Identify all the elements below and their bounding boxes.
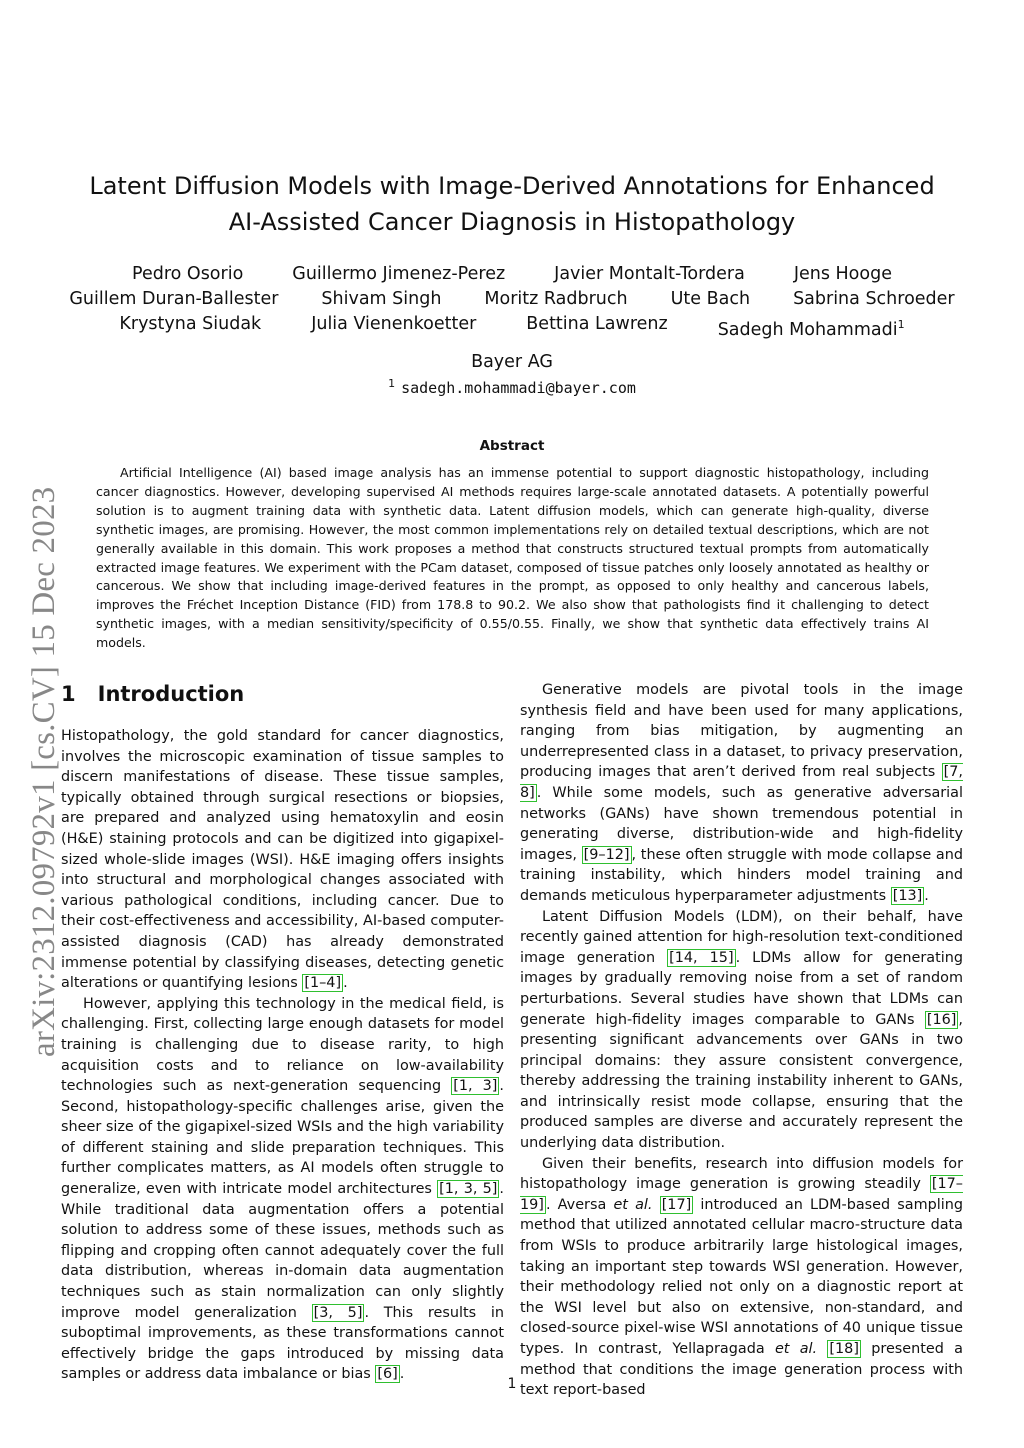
section-heading — [61, 680, 504, 708]
author-name: Shivam Singh — [321, 289, 442, 309]
paragraph-text: However, applying this technology in the medical field, is challenging. First, collecting large enough datasets for model training is challenging due to disease rarity, to high acquisition costs and to reliance on low-availability technologies such as next-generation sequencing — [61, 995, 504, 1095]
author-name: Jens Hooge — [793, 264, 892, 284]
citation-link[interactable]: [17–19] — [520, 1176, 963, 1213]
author-name: Julia Vienenkoetter — [311, 314, 477, 334]
citation-link[interactable]: [13] — [892, 887, 923, 904]
citation-link[interactable]: [1–4] — [304, 975, 342, 992]
paragraph — [520, 680, 963, 907]
author-name: Javier Montalt-Tordera — [554, 264, 745, 284]
paragraph-text: Given their benefits, research into diffusion models for histopathology image generation is growing steadily — [520, 1155, 963, 1193]
footnote-marker: 1 — [388, 377, 396, 390]
paragraph-text: . LDMs allow for generating images by gradually removing noise from a set of random perturbations. Several studies have shown that LDMs can generate high-fidelity images comparable to GANs — [520, 949, 963, 1028]
author-name: Guillermo Jimenez-Perez — [292, 264, 506, 284]
author-name: Moritz Radbruch — [484, 289, 628, 309]
paragraph-text: . — [343, 975, 348, 992]
paragraph — [61, 726, 504, 994]
arxiv-identifier-stamp — [22, 447, 66, 1057]
paragraph — [61, 994, 504, 1385]
section-title: Introduction — [97, 682, 245, 706]
title-line-1: Latent Diffusion Models with Image-Derived Annotations for Enhanced — [89, 172, 935, 200]
author-row-1 — [60, 262, 964, 287]
citation-link[interactable]: [17] — [661, 1196, 692, 1213]
page-number: 1 — [507, 1376, 517, 1392]
paragraph-text: , these often struggle with mode collapse and training instability, which hinders model training and demands meticulous hyperparameter adjustments — [520, 846, 963, 904]
emphasis-text: et al. — [613, 1196, 653, 1213]
paragraph — [520, 907, 963, 1154]
right-column — [520, 680, 963, 1401]
paragraph-text: . While traditional data augmentation offers a potential solution to address some of these issues, methods such as flipping and cropping often cannot adequately cover the full data distribution, whereas in-domain data augmentation techniques such as stain normalization can only slightly improve model generalization — [61, 1181, 504, 1321]
affiliation-org: Bayer AG — [471, 352, 553, 372]
abstract-heading: Abstract — [479, 438, 545, 454]
author-name: Sadegh Mohammadi — [717, 319, 898, 340]
citation-link[interactable]: [7, 8] — [520, 764, 963, 801]
paragraph-text: . While some models, such as generative adversarial networks (GANs) have shown tremendous potential in generating diverse, distribution-wide and high-fidelity images, — [520, 784, 963, 863]
author-name: Guillem Duran-Ballester — [69, 289, 279, 309]
paragraph-text: . This results in suboptimal improvements, as these transformations cannot effectively bridge the gaps introduced by missing data samples or address data imbalance or bias — [61, 1304, 504, 1383]
author-name: Ute Bach — [670, 289, 751, 309]
paragraph-text: presented a method that conditions the image generation process with text report-based — [520, 1341, 963, 1399]
footnote-marker: 1 — [897, 318, 905, 331]
citation-link[interactable]: [3, 5] — [313, 1304, 363, 1321]
title-line-2: AI-Assisted Cancer Diagnosis in Histopathology — [228, 208, 796, 236]
section-number: 1 — [61, 682, 76, 706]
paragraph-text: Histopathology, the gold standard for cancer diagnostics, involves the microscopic examination of tissue samples to discern manifestations of disease. These tissue samples, typically obtained through surgical resections or biopsies, are prepared and analyzed using hematoxylin and eosin (H&E) staining protocols and can be digitized into gigapixel-sized whole-slide images (WSI). H&E imaging offers insights into structural and morphological changes associated with various pathological conditions, including cancer. Due to their cost-effectiveness and accessibility, AI-based computer-assisted diagnosis (CAD) has already demonstrated immense potential by classifying diseases, detecting genetic alterations or quantifying lesions — [61, 728, 504, 992]
paper-title — [60, 168, 964, 240]
author-row-3 — [60, 312, 964, 343]
paragraph-text: . — [399, 1366, 405, 1383]
contact-email: sadegh.mohammadi@bayer.com — [401, 379, 636, 397]
author-name: Sabrina Schroeder — [793, 289, 955, 309]
left-column — [61, 680, 504, 1385]
author-name-with-footnote — [718, 312, 905, 343]
citation-link[interactable]: [16] — [926, 1011, 957, 1028]
contact-email-line — [200, 373, 824, 399]
emphasis-text: et al. — [774, 1341, 818, 1357]
affiliation-block — [200, 351, 824, 399]
citation-link[interactable]: [9–12] — [583, 846, 630, 863]
citation-link[interactable]: [6] — [377, 1366, 398, 1383]
author-row-2 — [60, 287, 964, 312]
paragraph-text: . Second, histopathology-specific challenges arise, given the sheer size of the gigapixel-sized WSIs and the high variability of different staining and slide preparation techniques. This further complicates matters, as AI models often struggle to generalize, even with intricate model architectures — [61, 1078, 504, 1198]
citation-link[interactable]: [1, 3] — [453, 1078, 498, 1095]
paragraph-text: Latent Diffusion Models (LDM), on their behalf, have recently gained attention for high-resolution text-conditioned image generation — [520, 908, 963, 966]
paragraph-text: , presenting significant advancements over GANs in two principal domains: they assure consistent convergence, thereby addressing the training instability inherent to GANs, and intrinsically resist mode collapse, ensuring that the produced samples are diverse and accurately represent the underlying data distribution. — [520, 1011, 963, 1152]
author-name: Bettina Lawrenz — [526, 314, 668, 334]
citation-link[interactable]: [1, 3, 5] — [439, 1181, 498, 1198]
abstract-body: Artificial Intelligence (AI) based image analysis has an immense potential to support diagnostic histopathology, including cancer diagnostics. However, developing supervised AI methods requires large-scale annotated datasets. A potentially powerful solution is to augment training data with synthetic data. Latent diffusion models, which can generate high-quality, diverse synthetic images, are promising. However, the most common implementations rely on detailed textual descriptions, which are not generally available in this domain. This work proposes a method that constructs structured textual prompts from automatically extracted image features. We experiment with the PCam dataset, composed of tissue patches only loosely annotated as healthy or cancerous. We show that including image-derived features in the prompt, as opposed to only healthy and cancerous labels, improves the Fréchet Inception Distance (FID) from 178.8 to 90.2. We also show that pathologists find it challenging to detect synthetic images, with a median sensitivity/specificity of 0.55/0.55. Finally, we show that synthetic data effectively trains AI models. — [96, 465, 929, 651]
author-name: Krystyna Siudak — [119, 314, 262, 334]
arxiv-identifier-text: arXiv:2312.09792v1 [cs.CV] 15 Dec 2023 — [26, 486, 62, 1057]
author-list — [60, 262, 964, 343]
author-name: Pedro Osorio — [132, 264, 244, 284]
paragraph-text: . Aversa — [545, 1196, 614, 1213]
paragraph — [520, 1154, 963, 1401]
paragraph-text: . — [924, 887, 929, 904]
paragraph-text: introduced an LDM-based sampling method that utilized annotated cellular macro-structure data from WSIs to produce arbitrarily large histological images, taking an important step towards WSI generation. However, their methodology relied not only on a diagnostic report at the WSI level but also on extensive, non-standard, and closed-source pixel-wise WSI annotations of 40 unique tissue types. In contrast, Yellapragada — [520, 1196, 964, 1357]
paragraph-text: Generative models are pivotal tools in the image synthesis field and have been used for many applications, ranging from bias mitigation, by augmenting an underrepresented class in a dataset, to privacy preservation, producing images that aren’t derived from real subjects — [520, 682, 963, 781]
citation-link[interactable]: [14, 15] — [669, 949, 734, 966]
citation-link[interactable]: [18] — [829, 1341, 859, 1357]
